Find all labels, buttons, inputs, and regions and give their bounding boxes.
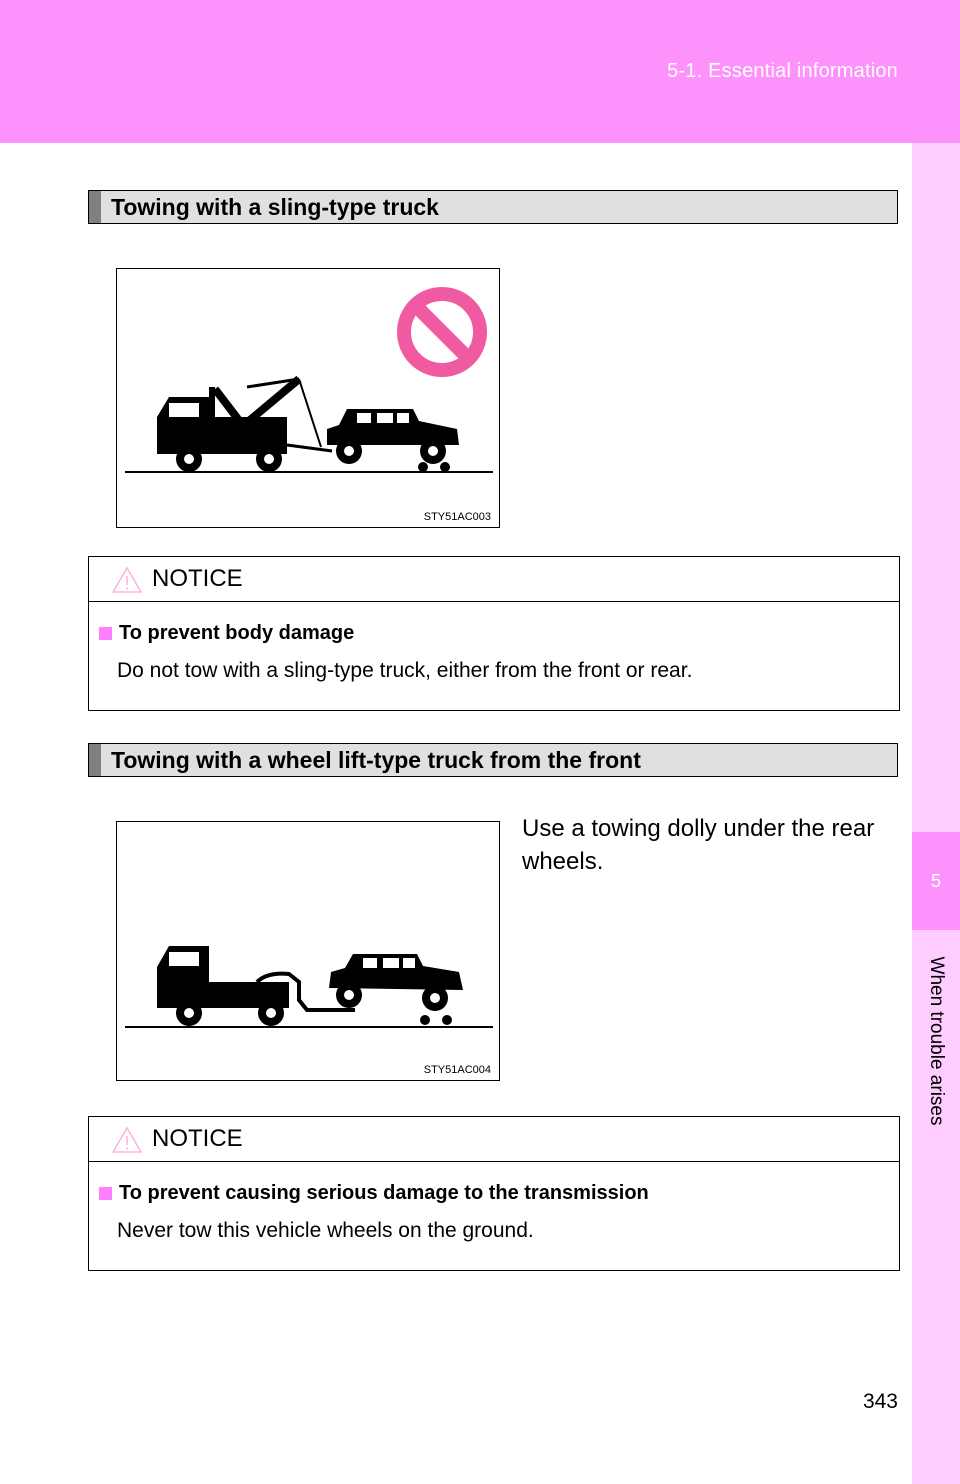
notice-box-2 xyxy=(88,1116,900,1271)
warning-triangle-icon xyxy=(111,1126,143,1154)
figure-code: STY51AC004 xyxy=(423,1064,491,1076)
tow-truck-icon xyxy=(157,379,332,472)
notice-header xyxy=(89,1117,899,1162)
notice-box-1 xyxy=(88,556,900,711)
chapter-tab xyxy=(912,832,960,930)
chapter-number: 5 xyxy=(930,870,941,891)
suv-icon xyxy=(329,954,463,1025)
page-number: 343 xyxy=(862,1390,898,1413)
wheel-lift-tow-illustration xyxy=(117,822,501,1082)
notice-subtitle-row xyxy=(99,1182,649,1205)
notice-subtitle: To prevent body damage xyxy=(119,622,355,644)
heading-sling-type xyxy=(88,190,898,224)
notice-text: Never tow this vehicle wheels on the ground. xyxy=(117,1219,534,1242)
tow-truck-icon xyxy=(157,946,355,1026)
bullet-square-icon xyxy=(99,1187,112,1200)
suv-icon xyxy=(327,409,459,472)
section-title: 5-1. Essential information xyxy=(667,60,898,82)
heading-wheel-lift xyxy=(88,743,898,777)
notice-subtitle: To prevent causing serious damage to the transmission xyxy=(119,1182,649,1204)
bullet-square-icon xyxy=(99,627,112,640)
heading-wheel-lift-text: Towing with a wheel lift-type truck from the front xyxy=(111,746,641,773)
notice-title: NOTICE xyxy=(152,565,243,592)
prohibited-icon xyxy=(404,294,480,370)
side-strip xyxy=(912,143,960,1484)
warning-triangle-icon xyxy=(111,566,143,594)
chapter-label-box xyxy=(912,940,960,1140)
chapter-label: When trouble arises xyxy=(926,956,947,1126)
heading-sling-type-text: Towing with a sling-type truck xyxy=(111,193,439,220)
notice-title: NOTICE xyxy=(152,1125,243,1152)
notice-header xyxy=(89,557,899,602)
figure-wheel-lift xyxy=(116,821,500,1081)
notice-text: Do not tow with a sling-type truck, either from the front or rear. xyxy=(117,659,693,682)
instruction-text: Use a towing dolly under the rear wheels. xyxy=(522,815,875,875)
figure-code: STY51AC003 xyxy=(423,511,491,523)
figure-sling-type xyxy=(116,268,500,528)
notice-subtitle-row xyxy=(99,622,354,645)
sling-tow-illustration xyxy=(117,269,501,529)
